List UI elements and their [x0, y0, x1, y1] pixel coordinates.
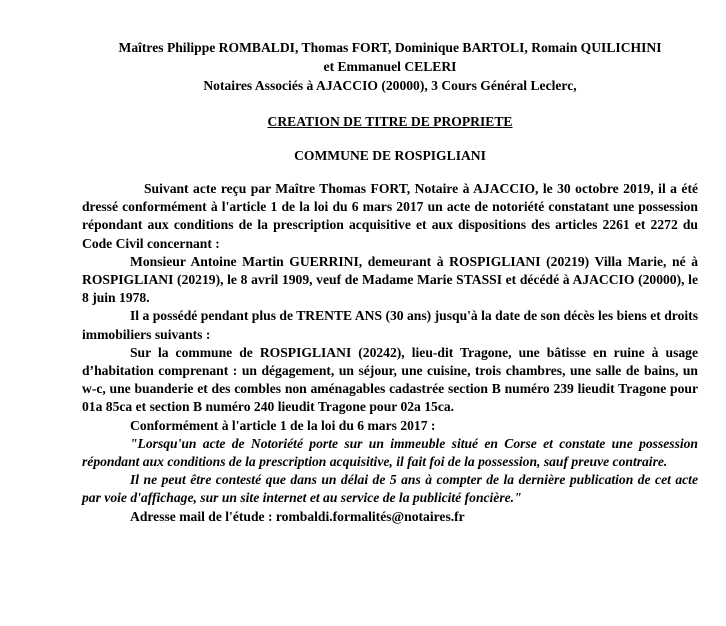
paragraph-law-quote-1: "Lorsqu'un acte de Notoriété porte sur un immeuble situé en Corse et constate une possession répondant aux conditions de la prescription acquisitive, il fait foi de la possession, sauf preuve contraire. [82, 435, 698, 470]
notary-header [82, 38, 698, 95]
header-address-line: Notaires Associés à AJACCIO (20000), 3 Cours Général Leclerc, [203, 78, 577, 93]
notice-page [82, 38, 698, 526]
paragraph-law-reference: Conformément à l'article 1 de la loi du 6 mars 2017 : [130, 417, 436, 433]
paragraph-contact-email: Adresse mail de l'étude : rombaldi.formalités@notaires.fr [130, 508, 465, 524]
paragraph-property: Sur la commune de ROSPIGLIANI (20242), lieu-dit Tragone, une bâtisse en ruine à usage d’habitation comprenant : un dégagement, un séjour, une cuisine, trois chambres, une salle de bains, un w-c, une buanderie et des combles non aménagables cadastrée section B numéro 239 lieudit Tragone pour 01a 85ca et section B numéro 240 lieudit Tragone pour 02a 15ca. [82, 344, 698, 415]
commune-heading: COMMUNE DE ROSPIGLIANI [294, 148, 486, 163]
document-title: CREATION DE TITRE DE PROPRIETE [267, 114, 513, 129]
paragraph-person: Monsieur Antoine Martin GUERRINI, demeurant à ROSPIGLIANI (20219) Villa Marie, né à ROSPIGLIANI (20219), le 8 avril 1909, veuf de Madame Marie STASSI et décédé à AJACCIO (20000), le 8 juin 1978. [82, 253, 698, 306]
paragraph-law-quote-2: Il ne peut être contesté que dans un délai de 5 ans à compter de la dernière publication de cet acte par voie d'affichage, sur un site internet et au service de la publicité foncière." [82, 472, 698, 506]
header-notaries-line-2: et Emmanuel CELERI [323, 59, 457, 74]
paragraph-deed-summary: Suivant acte reçu par Maître Thomas FORT, Notaire à AJACCIO, le 30 octobre 2019, il a été dressé conformément à l'article 1 de la loi du 6 mars 2017 un acte de notoriété constatant une possession répondant aux conditions de la prescription acquisitive et aux dispositions des articles 2261 et 2272 du Code Civil concernant : [82, 181, 698, 251]
paragraph-possession: Il a possédé pendant plus de TRENTE ANS (30 ans) jusqu'à la date de son décès les biens et droits immobiliers suivants : [82, 308, 698, 342]
header-notaries-line: Maîtres Philippe ROMBALDI, Thomas FORT, Dominique BARTOLI, Romain QUILICHINI [118, 40, 662, 55]
notice-body [82, 180, 698, 526]
